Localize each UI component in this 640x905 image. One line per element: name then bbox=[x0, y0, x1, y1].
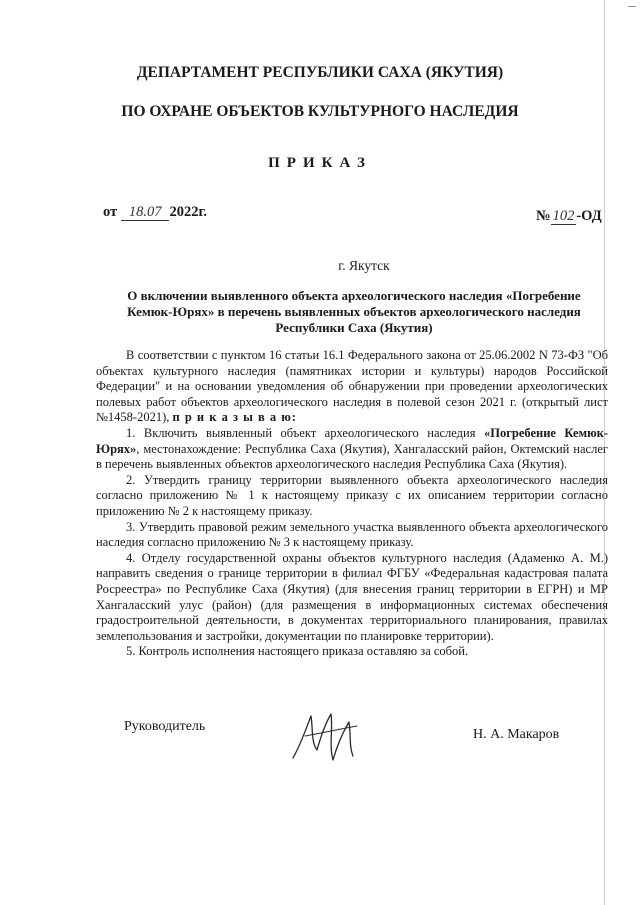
order-date bbox=[103, 204, 207, 221]
number-prefix: № bbox=[536, 208, 551, 224]
preamble-paragraph bbox=[96, 348, 608, 426]
city-name: г. Якутск bbox=[338, 258, 390, 273]
date-suffix: 2022г. bbox=[169, 204, 208, 220]
item-1-start: 1. Включить выявленный объект археологического наследия bbox=[126, 425, 476, 440]
department-name-line2: ПО ОХРАНЕ ОБЪЕКТОВ КУЛЬТУРНОГО НАСЛЕДИЯ bbox=[121, 103, 519, 120]
date-prefix: от bbox=[103, 204, 118, 220]
handwritten-signature bbox=[287, 706, 367, 766]
order-title: О включении выявленного объекта археологического наследия «Погребение Кемюк-Юрях» в перечень выявленных объектов археологического наследия Республики Саха (Якутия) bbox=[127, 288, 581, 335]
signer-name: Н. А. Макаров bbox=[473, 727, 560, 742]
order-item-1 bbox=[96, 426, 608, 473]
number-handwritten: 102 bbox=[552, 208, 575, 224]
preamble-text: В соответствии с пунктом 16 статьи 16.1 Федерального закона от 25.06.2002 N 73-ФЗ "Об объектах культурного наследия (памятниках истории и культуры) народов Российской Федерации" и на основании уведомления об обнаружении при проведении археологических полевых работ объектов археологического наследия в полевой сезон 2021 г. (открытый лист №1458-2021), bbox=[96, 348, 608, 425]
order-body bbox=[96, 348, 608, 660]
date-handwritten: 18.07 bbox=[121, 204, 170, 221]
signer-role: Руководитель bbox=[124, 719, 206, 734]
order-item-2: 2. Утвердить границу территории выявленного объекта археологического наследия согласно приложению № 1 к настоящему приказу с их описанием территории согласно приложению № 2 к настоящему приказу. bbox=[96, 472, 608, 518]
number-suffix: -ОД bbox=[576, 208, 602, 224]
order-item-3: 3. Утвердить правовой режим земельного участка выявленного объекта археологического наследия согласно приложению № 3 к настоящему приказу. bbox=[96, 519, 608, 550]
item-1-end: , местонахождение: Республика Саха (Якутия), Хангаласский район, Октемский наслег в перечень выявленных объектов археологического наследия Республика Саха (Якутия). bbox=[96, 441, 608, 472]
department-name-line1: ДЕПАРТАМЕНТ РЕСПУБЛИКИ САХА (ЯКУТИЯ) bbox=[136, 64, 504, 81]
document-type-heading: ПРИКАЗ bbox=[268, 155, 372, 171]
order-item-5: 5. Контроль исполнения настоящего приказа оставляю за собой. bbox=[126, 644, 469, 659]
order-number bbox=[536, 208, 602, 225]
site-name: «Погребение Кемюк-Юрях» bbox=[96, 425, 609, 456]
scan-corner-mark bbox=[628, 6, 636, 7]
order-item-4: 4. Отделу государственной охраны объектов культурного наследия (Адаменко А. М.) направить сведения о границе территории в филиал ФГБУ «Федеральная кадастровая палата Росреестра» по Республике Саха (Якутия) (для внесения границ территории в ЕГРН) и МР Хангаласский улус (район) (для размещения в информационных системах обеспечения градостроительной деятельности, в документах территориального планирования, правилах землепользования и застройки, документации по планировке территории). bbox=[96, 550, 608, 643]
order-word: п р и к а з ы в а ю: bbox=[172, 410, 297, 425]
